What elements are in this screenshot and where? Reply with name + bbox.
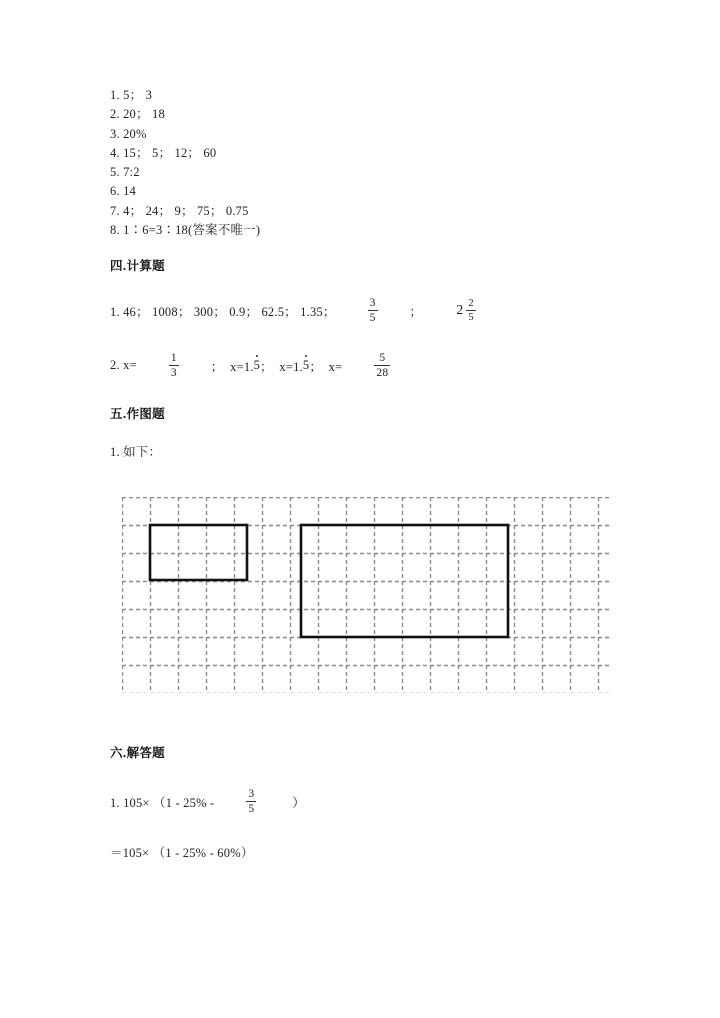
fraction-numerator: 2	[468, 298, 474, 310]
solve-item-1-prefix: 1. 105× （1 - 25% -	[110, 795, 215, 810]
calc-item-1	[110, 297, 478, 325]
fraction-denominator: 5	[248, 803, 255, 816]
fraction-numerator: 3	[248, 788, 255, 800]
fraction-numerator: 3	[369, 297, 376, 309]
grid-figure	[122, 497, 611, 693]
fraction-denominator: 5	[468, 312, 474, 324]
answer-list	[110, 86, 670, 240]
section-heading-six: 六.解答题	[110, 746, 165, 760]
grid-lines	[122, 497, 611, 693]
solve-item-1-suffix: ）	[292, 795, 306, 810]
calc-item-2	[110, 352, 392, 380]
answer-line-2: 2. 20； 18	[110, 107, 165, 122]
solve-item-2: ＝105× （1 - 25% - 60%）	[110, 846, 254, 860]
section-heading-five: 五.作图题	[110, 407, 165, 421]
solve-item-1	[110, 788, 305, 816]
calc-item-2-label: 2. x=	[110, 358, 137, 373]
fraction-numerator: 1	[170, 352, 177, 364]
answer-line-1: 1. 5； 3	[110, 88, 153, 102]
section-heading-four: 四.计算题	[110, 259, 165, 273]
calc-item-1-separator: ；	[409, 304, 423, 319]
mixed-whole-part: 2	[456, 302, 464, 318]
fraction-numerator: 5	[379, 352, 386, 364]
fraction-three-fifths	[246, 788, 256, 816]
fraction-denominator: 3	[170, 367, 177, 380]
calc-item-2-x-equals: ； x=	[309, 359, 343, 374]
calc-item-2-decimal-prefix-a: ； x=1.	[210, 359, 254, 374]
repeating-decimal-digit-b: 5	[302, 358, 310, 373]
fraction-three-fifths	[368, 297, 378, 325]
answer-line-6: 6. 14	[110, 184, 136, 199]
draw-item-1-label: 1. 如下：	[110, 445, 162, 459]
answer-line-3: 3. 20%	[110, 126, 147, 141]
answer-line-4: 4. 15； 5； 12； 60	[110, 145, 217, 160]
calc-item-1-label: 1. 46； 1008； 300； 0.9； 62.5； 1.35；	[110, 304, 336, 319]
mixed-fraction-part	[466, 298, 475, 324]
small-rectangle	[150, 525, 247, 580]
answer-line-7: 7. 4； 24； 9； 75； 0.75	[110, 203, 249, 218]
grid-canvas	[122, 497, 611, 693]
fraction-denominator: 28	[376, 367, 389, 380]
calc-item-2-decimal-prefix-b: ； x=1.	[260, 359, 303, 374]
fraction-denominator: 5	[369, 312, 376, 325]
fraction-one-third	[169, 352, 179, 380]
mixed-number-two-and-two-fifths	[456, 298, 478, 324]
fraction-five-twentyeighths	[374, 352, 390, 380]
answer-line-5: 5. 7:2	[110, 165, 140, 180]
answer-line-8: 8. 1∶6=3∶18(答案不唯一)	[110, 223, 261, 238]
repeating-decimal-digit-a: 5	[253, 358, 261, 373]
